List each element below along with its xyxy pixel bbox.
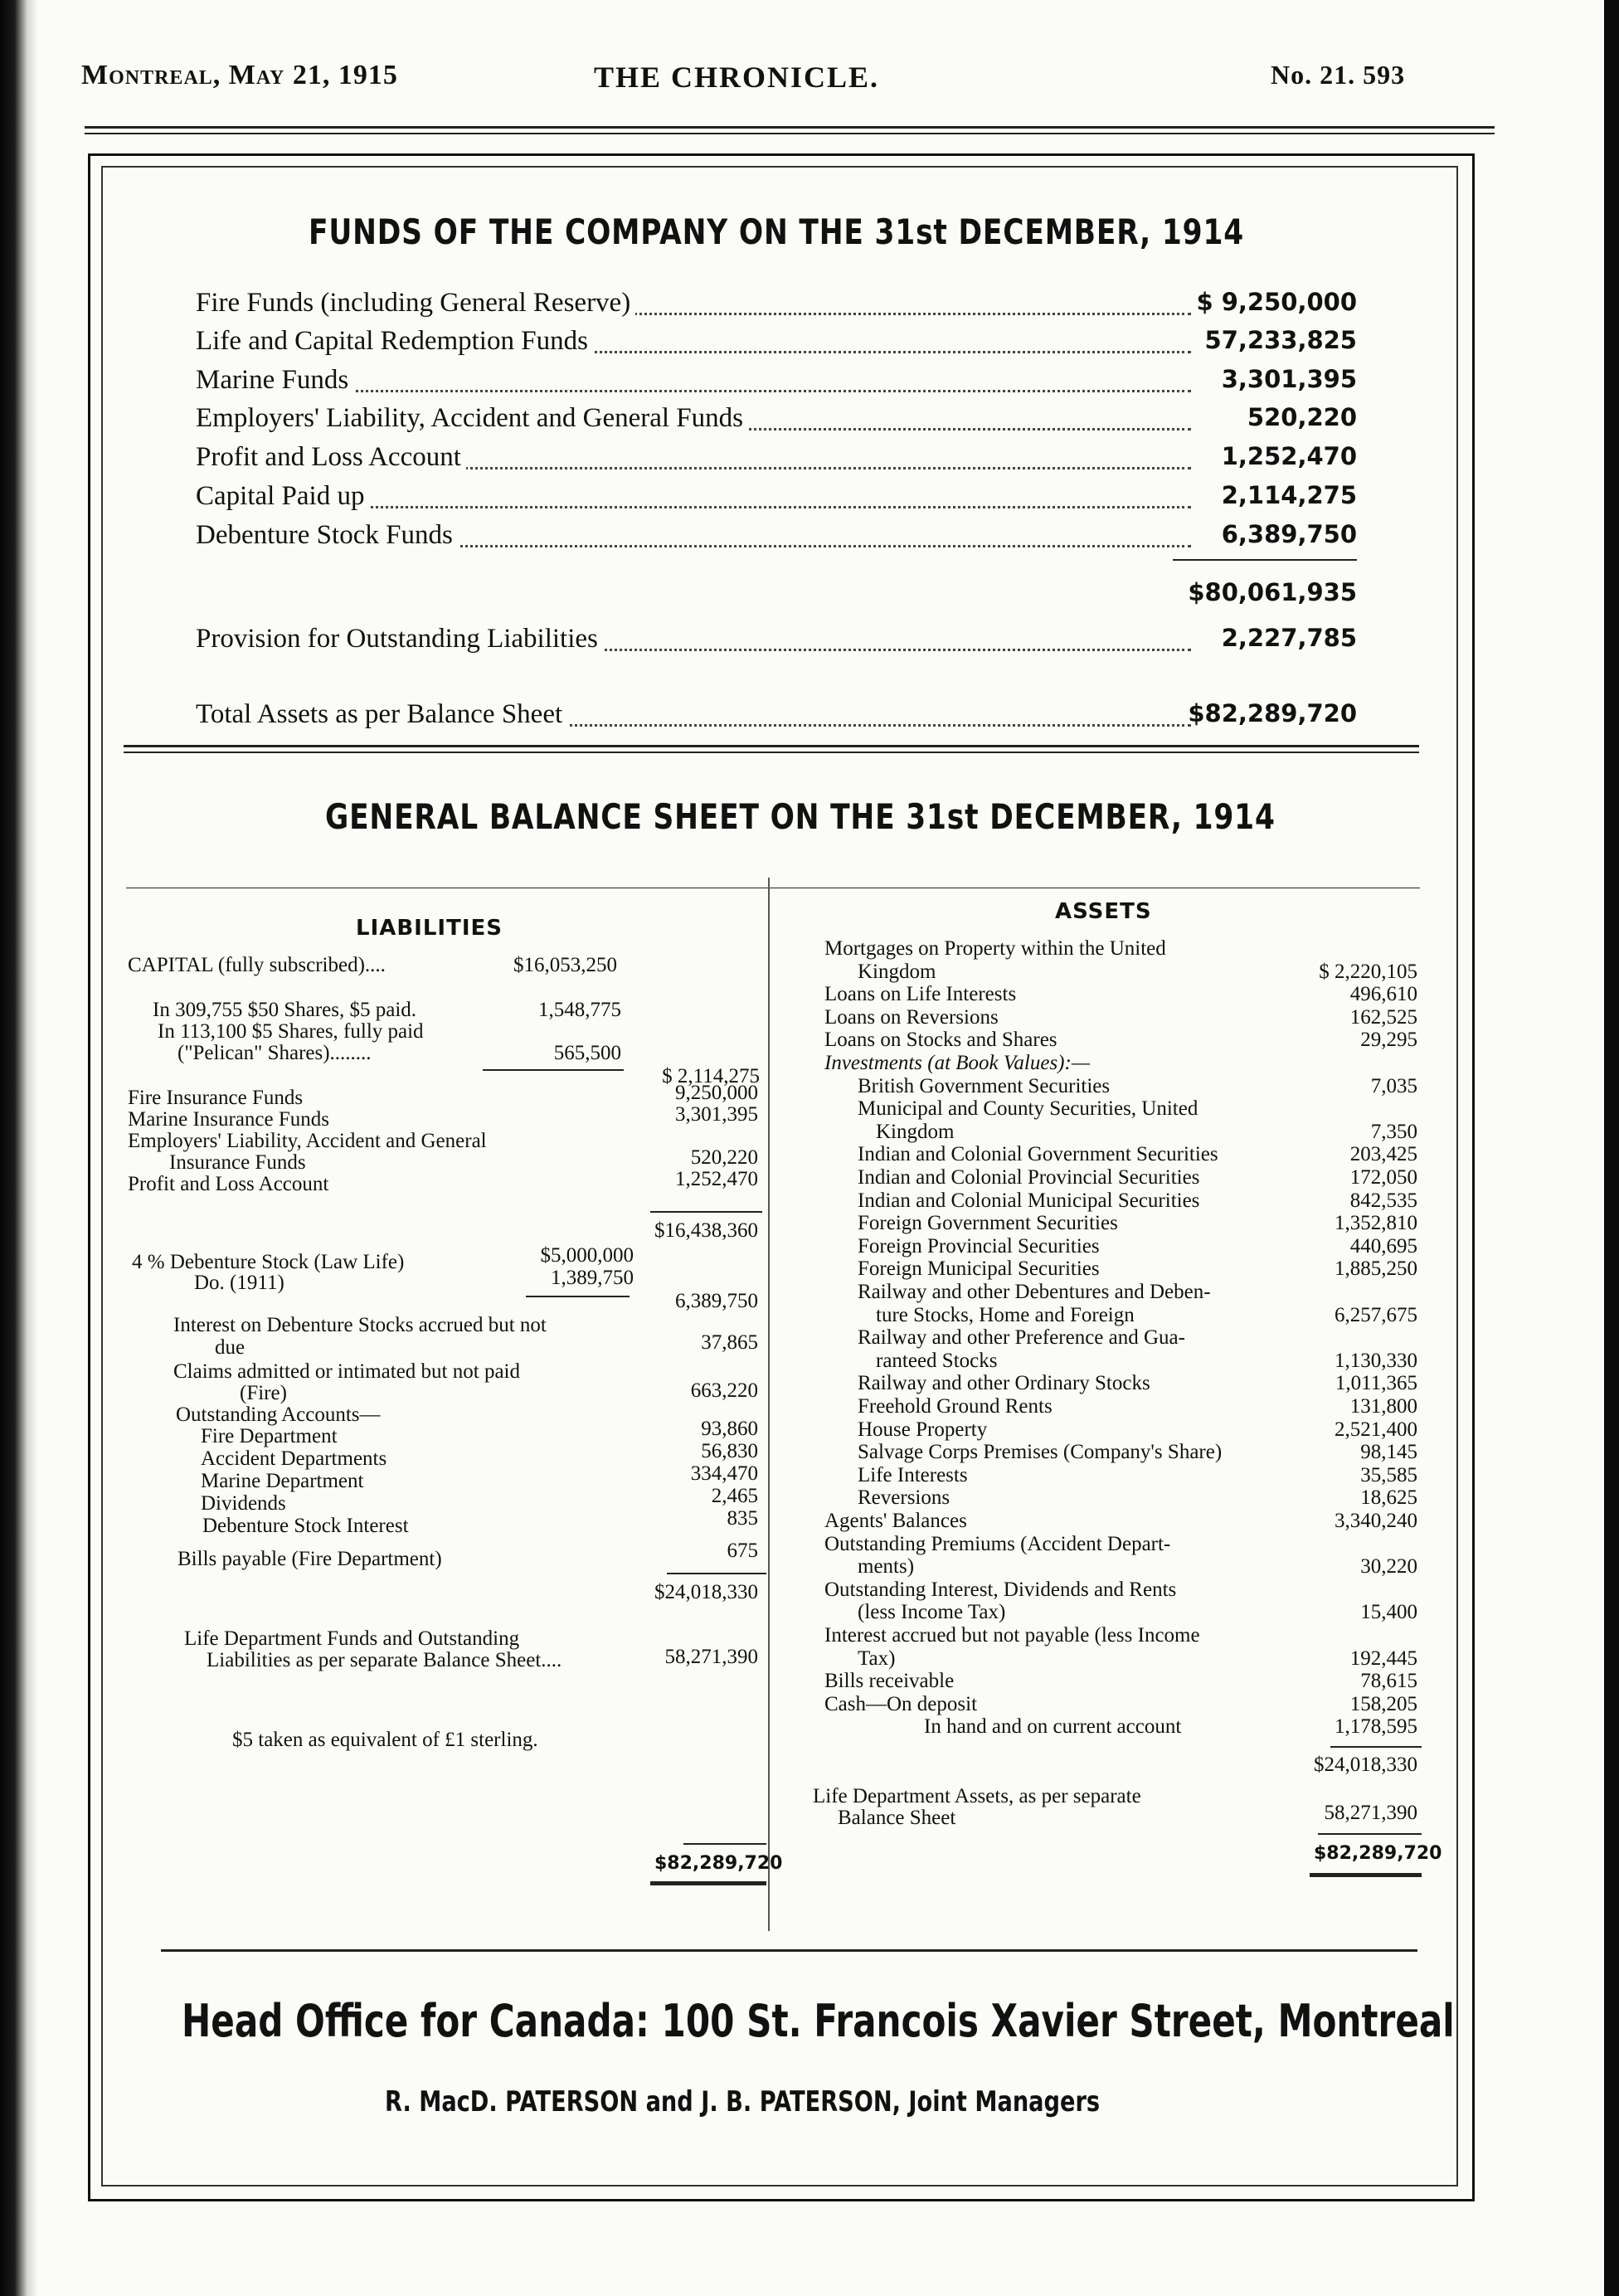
liab-subtotal-1: $16,438,360 — [654, 1219, 758, 1242]
liabilities-heading: LIABILITIES — [356, 916, 503, 941]
asset-row-value: 1,011,365 — [1335, 1372, 1417, 1395]
funds-row — [196, 326, 1357, 362]
funds-row-label: Profit and Loss Account — [196, 442, 466, 473]
debenture-rule — [526, 1296, 630, 1297]
funds-row-label: Marine Funds — [196, 365, 353, 396]
outstanding-row-label: Accident Departments — [201, 1447, 387, 1470]
funds-row — [196, 403, 1357, 440]
asset-row-label: Municipal and County Securities, United — [858, 1097, 1198, 1121]
asset-row-value: 15,400 — [1360, 1601, 1417, 1624]
liability-row-label: Employers' Liability, Accident and General — [128, 1130, 487, 1152]
asset-row-value: 131,800 — [1349, 1395, 1417, 1418]
asset-row-label: Railway and other Debentures and Deben- — [858, 1281, 1211, 1303]
interest-label-1: Interest on Debenture Stocks accrued but not — [173, 1314, 547, 1336]
column-divider — [768, 878, 770, 1931]
assets-heading: ASSETS — [1055, 899, 1152, 924]
funds-subtotal-row — [196, 578, 1357, 615]
asset-total-underline — [1310, 1873, 1422, 1877]
claims-value: 663,220 — [690, 1379, 758, 1402]
asset-row-label: House Property — [858, 1418, 988, 1441]
interest-value: 37,865 — [701, 1331, 758, 1354]
liab-total-underline — [650, 1881, 766, 1885]
asset-row-label: Interest accrued but not payable (less Income — [824, 1624, 1200, 1647]
liabilities-total: $82,289,720 — [654, 1853, 783, 1874]
funds-row-label: Employers' Liability, Accident and General Funds — [196, 403, 748, 434]
shares2-label-a: In 113,100 $5 Shares, fully paid — [158, 1020, 424, 1043]
funds-row-value: 3,301,395 — [1221, 365, 1357, 393]
asset-row-label: Loans on Reversions — [824, 1005, 999, 1029]
funds-row-label: Life and Capital Redemption Funds — [196, 326, 593, 357]
liab-sub2-rule — [667, 1573, 766, 1574]
liability-row-value: 3,301,395 — [675, 1103, 758, 1126]
asset-row-value: 440,695 — [1349, 1234, 1417, 1257]
footer-rule — [161, 1949, 1417, 1952]
head-office-line: Head Office for Canada: 100 St. Francois Xavier Street, Montreal — [182, 1995, 1455, 2047]
capital-paid-value: $ 2,114,275 — [662, 1065, 760, 1087]
asset-row-label: Mortgages on Property within the United — [824, 937, 1166, 960]
managers-line: R. MacD. PATERSON and J. B. PATERSON, Joint Managers — [385, 2085, 1101, 2118]
funds-row-label: Fire Funds (including General Reserve) — [196, 288, 635, 319]
balance-sheet-title: GENERAL BALANCE SHEET ON THE 31st DECEMBER, 1914 — [325, 796, 1276, 837]
funds-row — [196, 481, 1357, 518]
shares2-label-b: ("Pelican" Shares)........ — [177, 1042, 372, 1064]
asset-row-label: Indian and Colonial Municipal Securities — [858, 1189, 1200, 1212]
outstanding-row-value: 835 — [727, 1507, 758, 1530]
shares1-value: 1,548,775 — [538, 999, 621, 1021]
funds-row — [196, 365, 1357, 401]
asset-row-value: 2,521,400 — [1335, 1418, 1417, 1441]
funds-row-value: 1,252,470 — [1221, 442, 1357, 470]
outstanding-row-value: 334,470 — [690, 1462, 758, 1485]
liability-row-label: Marine Insurance Funds — [128, 1108, 329, 1131]
shares2-value: 565,500 — [553, 1042, 621, 1064]
funds-row-label: Capital Paid up — [196, 481, 369, 512]
asset-row-label: Foreign Provincial Securities — [858, 1234, 1100, 1257]
asset-row-label: Tax) — [858, 1647, 896, 1670]
asset-row-value: 1,885,250 — [1335, 1257, 1417, 1281]
asset-row-label: Kingdom — [876, 1120, 955, 1143]
liab-subtotal-2: $24,018,330 — [654, 1581, 758, 1603]
capital-rule — [483, 1069, 624, 1071]
interest-label-2: due — [215, 1336, 246, 1359]
asset-row-value: 6,257,675 — [1335, 1303, 1417, 1326]
life-assets-value: 58,271,390 — [1324, 1802, 1417, 1824]
funds-provision-label: Provision for Outstanding Liabilities — [196, 624, 603, 654]
currency-note: $5 taken as equivalent of £1 sterling. — [232, 1729, 538, 1751]
funds-row — [196, 520, 1357, 557]
asset-row-value: 842,535 — [1349, 1189, 1417, 1212]
shares1-label: In 309,755 $50 Shares, $5 paid. — [153, 999, 417, 1021]
asset-total-rule — [1318, 1833, 1422, 1835]
life-funds-value: 58,271,390 — [664, 1646, 758, 1668]
section-divider-rule — [124, 745, 1419, 753]
debenture-law-life-value: $5,000,000 — [540, 1244, 634, 1267]
liability-row-label: Insurance Funds — [169, 1151, 306, 1174]
asset-row-label: Outstanding Premiums (Accident Depart- — [824, 1532, 1171, 1555]
asset-row-value: 1,352,810 — [1335, 1212, 1417, 1235]
funds-row-value: 6,389,750 — [1221, 520, 1357, 548]
funds-row — [196, 288, 1357, 324]
liability-row-label: Profit and Loss Account — [128, 1173, 329, 1195]
asset-row-label: Indian and Colonial Government Securities — [858, 1143, 1218, 1166]
bills-payable-value: 675 — [727, 1540, 758, 1562]
asset-row-value: 162,525 — [1349, 1005, 1417, 1029]
bills-payable-label: Bills payable (Fire Department) — [177, 1548, 442, 1570]
assets-total: $82,289,720 — [1314, 1843, 1442, 1864]
assets-subtotal: $24,018,330 — [1314, 1754, 1417, 1776]
asset-row-label: Agents' Balances — [824, 1510, 967, 1532]
funds-total-label: Total Assets as per Balance Sheet — [196, 699, 567, 730]
asset-row-value: 3,340,240 — [1335, 1510, 1417, 1532]
capital-label: CAPITAL (fully subscribed).... — [128, 954, 386, 976]
asset-row-value: 172,050 — [1349, 1166, 1417, 1189]
funds-row-label: Debenture Stock Funds — [196, 520, 458, 551]
liability-row-value: 520,220 — [690, 1146, 758, 1169]
capital-value: $16,053,250 — [513, 954, 617, 976]
liab-sub1-rule — [650, 1211, 762, 1213]
asset-row-label: Investments (at Book Values):— — [824, 1052, 1091, 1074]
asset-row-label: Outstanding Interest, Dividends and Rents — [824, 1578, 1177, 1601]
debenture-total: 6,389,750 — [675, 1290, 758, 1312]
funds-row-value: 2,114,275 — [1221, 481, 1357, 509]
header-issue-page: No. 21. 593 — [1271, 60, 1406, 90]
funds-row — [196, 442, 1357, 479]
asset-row-label: Life Interests — [858, 1463, 968, 1486]
asset-sub-rule — [1330, 1746, 1422, 1748]
outstanding-row-value: 56,830 — [701, 1440, 758, 1462]
life-assets-label-2: Balance Sheet — [838, 1807, 956, 1829]
asset-row-label: British Government Securities — [858, 1074, 1111, 1097]
asset-row-label: Cash—On deposit — [824, 1692, 978, 1715]
life-funds-label-2: Liabilities as per separate Balance Sheet.... — [207, 1649, 562, 1671]
funds-title: FUNDS OF THE COMPANY ON THE 31st DECEMBER, 1914 — [309, 212, 1245, 252]
asset-row-label: Loans on Stocks and Shares — [824, 1029, 1057, 1052]
asset-row-value: 496,610 — [1349, 983, 1417, 1006]
liability-row-label: Fire Insurance Funds — [128, 1087, 304, 1109]
outstanding-row-value: 2,465 — [711, 1485, 758, 1507]
asset-row-value: 18,625 — [1360, 1486, 1417, 1510]
header-rule — [85, 126, 1495, 134]
asset-row-label: Kingdom — [858, 960, 936, 983]
asset-row-label: In hand and on current account — [924, 1715, 1182, 1739]
asset-row-label: (less Income Tax) — [858, 1601, 1006, 1624]
page — [36, 0, 1604, 2296]
asset-row-label: ranteed Stocks — [876, 1349, 998, 1372]
debenture-law-life-label: 4 % Debenture Stock (Law Life) — [132, 1251, 405, 1273]
funds-row-value: $ 9,250,000 — [1196, 288, 1357, 316]
asset-row-value: 7,035 — [1370, 1074, 1417, 1097]
asset-row-value: 7,350 — [1370, 1120, 1417, 1143]
outstanding-row-label: Fire Department — [201, 1425, 338, 1447]
funds-subtotal-value: $80,061,935 — [1188, 578, 1357, 606]
header-dateline: Montreal, May 21, 1915 — [81, 60, 398, 90]
claims-label-1: Claims admitted or intimated but not paid — [173, 1360, 520, 1383]
asset-row-label: ture Stocks, Home and Foreign — [876, 1303, 1135, 1326]
funds-subtotal-rule — [1173, 559, 1357, 561]
funds-provision-value: 2,227,785 — [1221, 624, 1357, 652]
asset-row-label: Foreign Municipal Securities — [858, 1257, 1100, 1281]
asset-row-value: 30,220 — [1360, 1555, 1417, 1578]
asset-row-label: Railway and other Ordinary Stocks — [858, 1372, 1150, 1395]
liability-row-value: 1,252,470 — [675, 1168, 758, 1190]
debenture-1911-label: Do. (1911) — [194, 1272, 284, 1294]
asset-row-value: 35,585 — [1360, 1463, 1417, 1486]
outstanding-row-label: Marine Department — [201, 1470, 364, 1492]
header-publication-title: THE CHRONICLE. — [594, 61, 880, 94]
outstanding-row-value: 93,860 — [701, 1418, 758, 1440]
book-spine-edge — [0, 0, 36, 2296]
funds-total-value: $82,289,720 — [1188, 699, 1357, 727]
asset-row-label: Freehold Ground Rents — [858, 1395, 1053, 1418]
asset-row-label: Loans on Life Interests — [824, 983, 1017, 1006]
asset-row-value: $ 2,220,105 — [1319, 960, 1417, 983]
asset-row-label: Bills receivable — [824, 1670, 955, 1693]
asset-row-label: Salvage Corps Premises (Company's Share) — [858, 1441, 1223, 1464]
outstanding-row-label: Dividends — [201, 1492, 286, 1515]
debenture-1911-value: 1,389,750 — [551, 1267, 634, 1289]
funds-row-value: 57,233,825 — [1204, 326, 1357, 354]
liability-row-value: 9,250,000 — [675, 1082, 758, 1104]
asset-row-label: ments) — [858, 1555, 915, 1578]
asset-row-value: 78,615 — [1360, 1670, 1417, 1693]
asset-row-label: Railway and other Preference and Gua- — [858, 1326, 1185, 1350]
life-assets-label-1: Life Department Assets, as per separate — [813, 1785, 1141, 1807]
asset-row-value: 98,145 — [1360, 1441, 1417, 1464]
asset-row-label: Reversions — [858, 1486, 950, 1510]
life-funds-label-1: Life Department Funds and Outstanding — [184, 1627, 520, 1650]
asset-row-value: 1,130,330 — [1335, 1349, 1417, 1372]
funds-total-row — [196, 699, 1357, 736]
liab-total-rule — [683, 1843, 766, 1845]
asset-row-value: 203,425 — [1349, 1143, 1417, 1166]
claims-label-2: (Fire) — [240, 1382, 287, 1404]
asset-row-value: 29,295 — [1360, 1029, 1417, 1052]
asset-row-label: Indian and Colonial Provincial Securities — [858, 1166, 1200, 1189]
funds-row-value: 520,220 — [1247, 403, 1357, 431]
asset-row-label: Foreign Government Securities — [858, 1212, 1118, 1235]
asset-row-value: 1,178,595 — [1335, 1715, 1417, 1739]
asset-row-value: 192,445 — [1349, 1647, 1417, 1670]
asset-row-value: 158,205 — [1349, 1692, 1417, 1715]
outstanding-accounts-label: Outstanding Accounts— — [176, 1403, 381, 1426]
outstanding-row-label: Debenture Stock Interest — [202, 1515, 409, 1537]
funds-provision-row — [196, 624, 1357, 660]
